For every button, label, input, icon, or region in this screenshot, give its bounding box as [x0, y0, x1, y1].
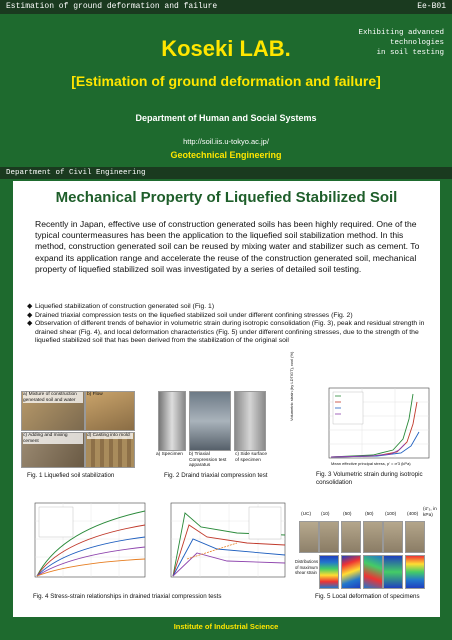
list-item — [27, 303, 431, 312]
list-item — [27, 312, 431, 321]
fig5-specimen — [363, 521, 383, 553]
intro-text: Recently in Japan, effective use of construction generated soils has been highly required. One of the typical countermeasures has been the application to the liquefied soil stabilization method. In this method, construction generated soil can be reused by mixing water and stabilizer such as cement. To expand its application range and accelerate the reuse of the construction generated soil, mechanical property of liquefied stabilized soil was investigated by a series of detailed soil testing. — [35, 219, 420, 274]
content-panel — [13, 181, 440, 617]
fig1-label-b: b) Flow — [87, 392, 103, 397]
fig5-strain-map — [363, 555, 383, 589]
exhibit-line: in soil testing — [376, 49, 444, 57]
fig5-specimen — [319, 521, 339, 553]
fig2-photo-a — [158, 391, 186, 451]
fig5-label: (UC) — [301, 512, 312, 517]
civil-bar — [0, 167, 452, 179]
diamond-icon: ◆ — [27, 303, 33, 310]
fig3-chart — [313, 384, 433, 470]
panel-title: Mechanical Property of Liquefied Stabilized Soil — [55, 189, 398, 206]
fig4-chart-right — [157, 499, 289, 587]
fig5-specimen — [341, 521, 361, 553]
footer: Institute of Industrial Science — [173, 622, 279, 631]
fig5-strain-map — [383, 555, 403, 589]
fig2-photo-b — [189, 391, 231, 451]
fig2-label-a: a) Specimen — [156, 452, 183, 457]
fig1-label-a: a) Mixture of construction generated soil and water — [23, 392, 83, 403]
exhibit-line: Exhibiting advanced — [358, 29, 444, 37]
list-item-text: Observation of different trends of behavior in volumetric strain during isotropic consolidation (Fig. 3), peak and residual strength in drained shear (Fig. 4), and local deformation characteristics (Fig. 5) under different confining stresses, due to the strength of the liquefied stabilized soil that has been derived from the stabilization of the original soil — [35, 320, 425, 345]
fig5-unit: (σ'₃, in kPa) — [423, 507, 437, 518]
fig5-specimen — [299, 521, 319, 553]
list-item — [27, 320, 431, 346]
fig1-caption: Fig. 1 Liquefied soil stabilization — [27, 472, 115, 479]
fig4-caption: Fig. 4 Stress-strain relationships in drained triaxial compression tests — [33, 593, 222, 600]
fig2-caption: Fig. 2 Draind triaxial compression test — [164, 472, 268, 479]
civil-label: Department of Civil Engineering — [6, 169, 146, 177]
diamond-icon: ◆ — [27, 320, 33, 328]
exhibit-line: technologies — [389, 39, 444, 47]
fig3-xlabel: Mean effective principal stress, p' = σ'3 (kPa) — [331, 461, 411, 466]
fig5-label: (50) — [365, 512, 374, 517]
fig1-label-d: d) Casting into mold — [87, 433, 133, 439]
list-item-text: Liquefied stabilization of construction generated soil (Fig. 1) — [35, 303, 215, 310]
fig2-photo-c — [234, 391, 266, 451]
fig5-specimen — [405, 521, 425, 553]
top-bar — [0, 0, 452, 14]
exhibit-code: Ee-B01 — [417, 2, 446, 11]
fig4-chart-left — [21, 499, 149, 587]
fig5-label: (100) — [385, 512, 397, 517]
fig5-label: (50) — [343, 512, 352, 517]
fig5-strain-map — [405, 555, 425, 589]
lab-url[interactable]: http://soil.iis.u-tokyo.ac.jp/ — [183, 137, 269, 146]
fig2-label-c: c) Side surface of specimen — [235, 452, 267, 463]
fig5-label: (10) — [321, 512, 330, 517]
fig1-label-c: c) Adding and mixing cement — [23, 433, 83, 444]
fig5-note: Distributions of maximum shear strain — [295, 559, 319, 576]
bullet-list — [27, 303, 431, 346]
fig3-caption: Fig. 3 Volumetric strain during isotropic consolidation — [316, 471, 423, 486]
lab-subtitle: [Estimation of ground deformation and failure] — [71, 73, 381, 89]
fig5-strain-map — [341, 555, 361, 589]
lab-name: Koseki LAB. — [161, 36, 291, 61]
field-name: Geotechnical Engineering — [170, 150, 282, 160]
diamond-icon: ◆ — [27, 311, 33, 319]
list-item-text: Drained triaxial compression tests on the liquefied stabilized soil under different confining stresses (Fig. 2) — [35, 311, 353, 319]
fig5-specimen — [383, 521, 403, 553]
department: Department of Human and Social Systems — [135, 113, 317, 123]
fig5-strain-map — [319, 555, 339, 589]
fig5-caption: Fig. 5 Local deformation of specimens — [315, 593, 420, 600]
fig3-ylabel: Volumetric strain (by LDT/GT), εvol (%) — [289, 351, 294, 421]
fig2-label-b: b) Triaxial Compression test apparatus — [189, 452, 227, 469]
fig5-label: (400) — [407, 512, 419, 517]
theme-label: Estimation of ground deformation and failure — [6, 2, 218, 11]
